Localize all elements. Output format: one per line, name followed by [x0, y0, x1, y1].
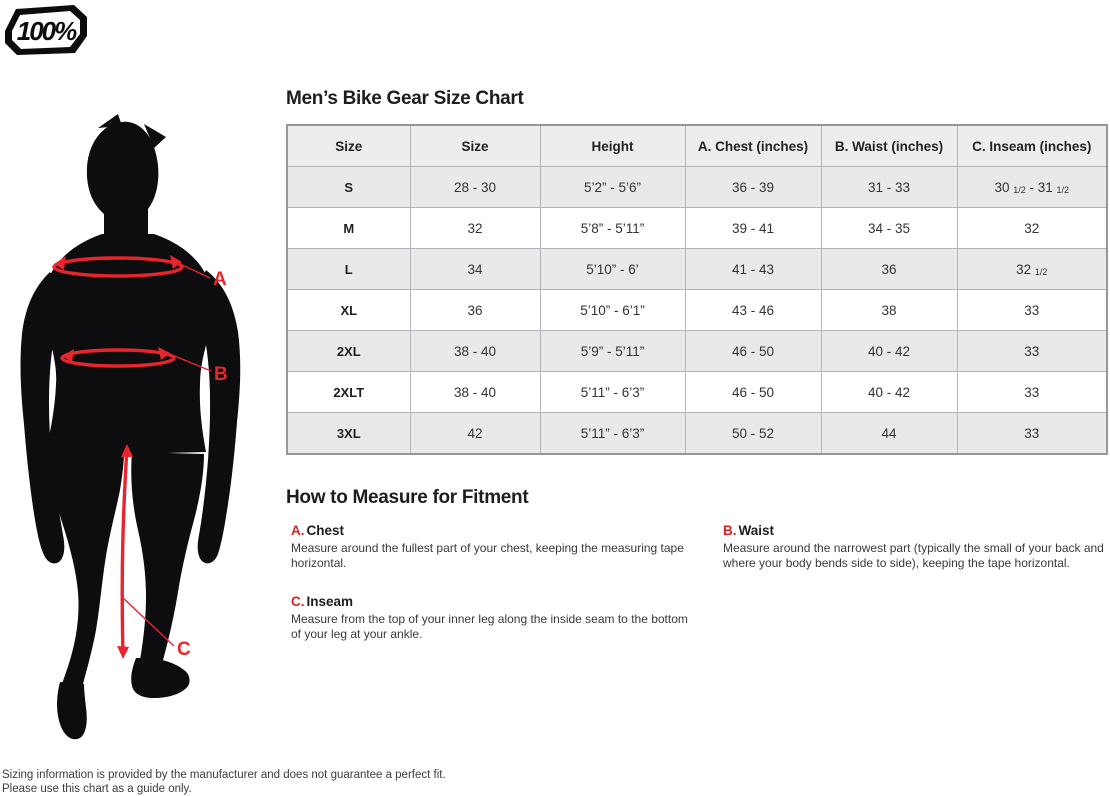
sizing-disclaimer-line2: Please use this chart as a guide only.: [2, 783, 192, 796]
value-cell: 36: [821, 249, 957, 290]
body-measurement-figure: [10, 112, 280, 744]
value-cell: 33: [957, 331, 1107, 372]
measure-name-waist: Waist: [738, 523, 775, 538]
value-cell: 32 1/2: [957, 249, 1107, 290]
figure-label-a: A: [213, 269, 227, 290]
value-cell: 33: [957, 413, 1107, 455]
value-cell: 43 - 46: [685, 290, 821, 331]
measure-text-inseam: Measure from the top of your inner leg along the inside seam to the bottom of your leg at your ankle.: [291, 611, 688, 642]
column-header: Height: [540, 125, 685, 167]
fraction: 1/2: [1013, 184, 1026, 195]
table-row: [287, 167, 1107, 208]
size-cell: XL: [287, 290, 410, 331]
value-cell: 5’11” - 6’3”: [540, 413, 685, 455]
body-silhouette: [21, 114, 241, 739]
figure-label-c: C: [177, 639, 191, 660]
measure-section-title: How to Measure for Fitment: [286, 487, 529, 508]
measure-text-chest: Measure around the fullest part of your chest, keeping the measuring tape horizontal.: [291, 541, 684, 571]
value-cell: 34 - 35: [821, 208, 957, 249]
value-cell: 30 1/2 - 31 1/2: [957, 167, 1107, 208]
measure-name-chest: Chest: [306, 523, 345, 538]
column-header: Size: [410, 125, 540, 167]
value-cell: 32: [957, 208, 1107, 249]
value-cell: 44: [821, 413, 957, 455]
main-content: [286, 88, 1108, 642]
table-row: [287, 249, 1107, 290]
value-cell: 38 - 40: [410, 331, 540, 372]
table-row: [287, 413, 1107, 455]
sizing-disclaimer: [2, 768, 446, 796]
value-cell: 34: [410, 249, 540, 290]
size-table-head: [287, 125, 1107, 167]
size-table-header-row: [287, 125, 1107, 167]
measure-text-waist: Measure around the narrowest part (typically the small of your back and where your body bends side to side), keeping the tape horizontal.: [723, 541, 1104, 571]
value-cell: 36 - 39: [685, 167, 821, 208]
value-cell: 38: [821, 290, 957, 331]
measure-section: [286, 487, 1108, 642]
value-cell: 31 - 33: [821, 167, 957, 208]
value-cell: 40 - 42: [821, 372, 957, 413]
size-cell: S: [287, 167, 410, 208]
value-cell: 28 - 30: [410, 167, 540, 208]
sizing-disclaimer-line1: Sizing information is provided by the manufacturer and does not guarantee a perfect fit.: [2, 769, 446, 781]
logo-text: 100%: [16, 16, 76, 46]
table-row: [287, 208, 1107, 249]
value-cell: 32: [410, 208, 540, 249]
size-cell: 2XL: [287, 331, 410, 372]
figure-label-b: B: [214, 364, 228, 385]
value-cell: 42: [410, 413, 540, 455]
measure-letter-a: A.: [291, 523, 305, 538]
measure-item-waist-heading: [723, 523, 1108, 538]
measure-item-chest-heading: [291, 523, 699, 538]
value-cell: 36: [410, 290, 540, 331]
page-title: Men’s Bike Gear Size Chart: [286, 88, 524, 109]
value-cell: 5’8” - 5’11”: [540, 208, 685, 249]
fraction: 1/2: [1056, 184, 1070, 195]
column-header: Size: [287, 125, 410, 167]
measure-letter-c: C.: [291, 593, 305, 609]
size-cell: 2XLT: [287, 372, 410, 413]
value-cell: 5’9” - 5’11”: [540, 331, 685, 372]
value-cell: 5’2” - 5’6”: [540, 167, 685, 208]
size-cell: M: [287, 208, 410, 249]
measure-letter-b: B.: [723, 523, 737, 538]
measure-item-chest: [291, 523, 699, 572]
size-table: [286, 124, 1108, 455]
measure-item-inseam-heading: [291, 594, 699, 609]
size-table-body: [287, 167, 1107, 455]
brand-logo-100percent: [4, 4, 88, 56]
value-cell: 39 - 41: [685, 208, 821, 249]
measure-item-waist: [723, 523, 1108, 572]
value-cell: 33: [957, 290, 1107, 331]
column-header: A. Chest (inches): [685, 125, 821, 167]
measure-grid: [286, 523, 1108, 642]
column-header: C. Inseam (inches): [957, 125, 1107, 167]
value-cell: 5’10” - 6’1”: [540, 290, 685, 331]
value-cell: 40 - 42: [821, 331, 957, 372]
value-cell: 33: [957, 372, 1107, 413]
fraction: 1/2: [1034, 266, 1048, 277]
value-cell: 5’11” - 6’3”: [540, 372, 685, 413]
value-cell: 5’10” - 6’: [540, 249, 685, 290]
value-cell: 46 - 50: [685, 372, 821, 413]
size-cell: 3XL: [287, 413, 410, 455]
value-cell: 41 - 43: [685, 249, 821, 290]
measure-item-inseam: [291, 594, 699, 643]
measure-name-inseam: Inseam: [306, 593, 354, 609]
value-cell: 38 - 40: [410, 372, 540, 413]
inseam-measure-arrow: [122, 448, 127, 655]
size-cell: L: [287, 249, 410, 290]
column-header: B. Waist (inches): [821, 125, 957, 167]
value-cell: 46 - 50: [685, 331, 821, 372]
table-row: [287, 331, 1107, 372]
table-row: [287, 290, 1107, 331]
value-cell: 50 - 52: [685, 413, 821, 455]
table-row: [287, 372, 1107, 413]
